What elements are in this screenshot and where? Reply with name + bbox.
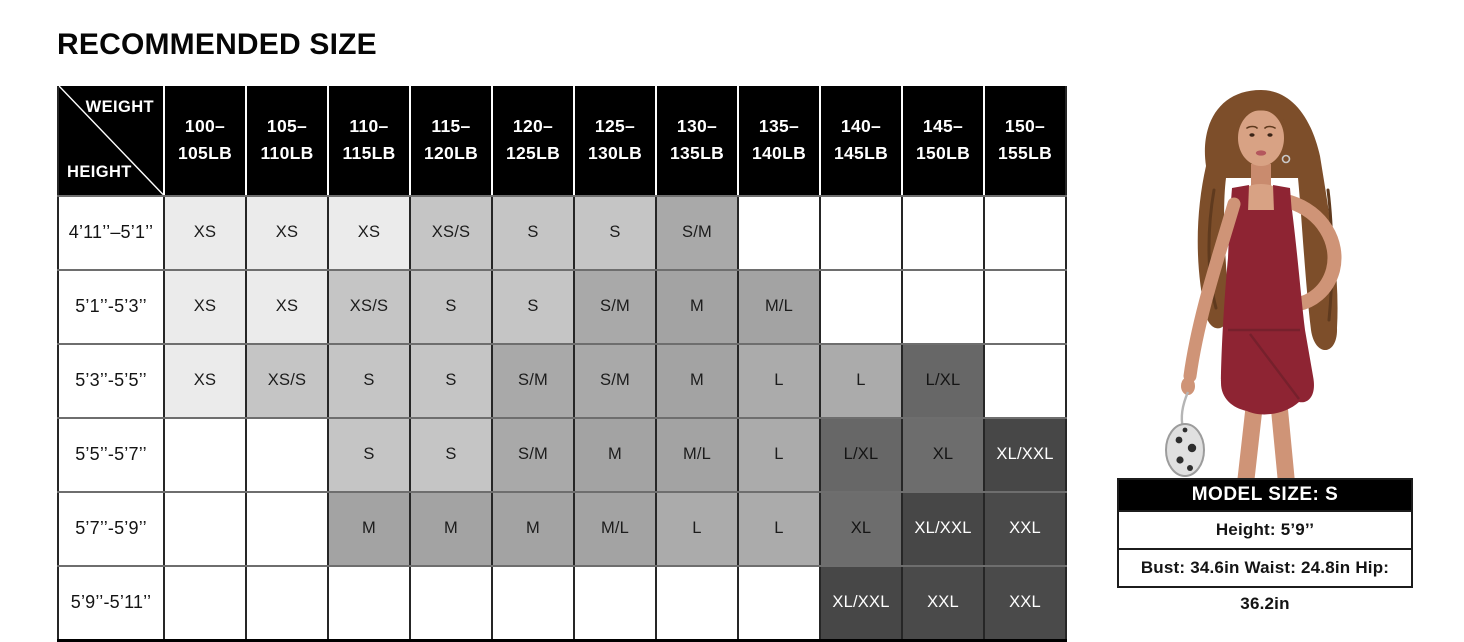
size-cell-empty [984, 196, 1066, 270]
height-range-label: 5’9’’-5’11’’ [58, 566, 164, 641]
weight-column-header: 150– 155LB [984, 86, 1066, 196]
table-row [58, 196, 1066, 270]
weight-column-header: 110– 115LB [328, 86, 410, 196]
size-cell-empty [246, 492, 328, 566]
model-height-row: Height: 5’9’’ [1119, 510, 1411, 548]
dress [1221, 210, 1314, 414]
size-cell: L [738, 492, 820, 566]
size-cell: XXL [984, 566, 1066, 641]
size-cell: M [410, 492, 492, 566]
size-cell-empty [246, 566, 328, 641]
size-cell-empty [164, 566, 246, 641]
size-cell: XS [328, 196, 410, 270]
weight-column-header: 105– 110LB [246, 86, 328, 196]
size-cell-empty [820, 196, 902, 270]
size-cell-empty [984, 270, 1066, 344]
size-cell-empty [656, 566, 738, 641]
size-cell: L/XL [902, 344, 984, 418]
size-cell: M/L [738, 270, 820, 344]
size-cell: L [738, 344, 820, 418]
table-row [58, 566, 1066, 641]
height-axis-label: HEIGHT [67, 162, 132, 181]
size-cell: S/M [656, 196, 738, 270]
model-legs [1245, 408, 1254, 488]
size-cell: S [410, 418, 492, 492]
size-cell-empty [246, 418, 328, 492]
weight-column-header: 135– 140LB [738, 86, 820, 196]
height-range-label: 5’5’’-5’7’’ [58, 418, 164, 492]
weight-column-header: 120– 125LB [492, 86, 574, 196]
size-chart-table [57, 86, 1067, 642]
size-cell: XL [902, 418, 984, 492]
page-title: RECOMMENDED SIZE [57, 28, 377, 61]
model-measurements-row: Bust: 34.6in Waist: 24.8in Hip: 36.2in [1119, 548, 1411, 586]
size-cell: XS [164, 344, 246, 418]
weight-header-row [58, 86, 1066, 196]
size-cell: XS [246, 270, 328, 344]
size-cell-empty [492, 566, 574, 641]
height-range-label: 5’1’’-5’3’’ [58, 270, 164, 344]
size-cell-empty [738, 196, 820, 270]
size-cell-empty [164, 492, 246, 566]
size-cell: XS/S [328, 270, 410, 344]
weight-column-header: 140– 145LB [820, 86, 902, 196]
size-cell: S/M [492, 344, 574, 418]
size-cell: XL/XXL [820, 566, 902, 641]
size-cell: S [410, 344, 492, 418]
size-cell: M [574, 418, 656, 492]
weight-column-header: 100– 105LB [164, 86, 246, 196]
weight-column-header: 130– 135LB [656, 86, 738, 196]
size-cell-empty [902, 196, 984, 270]
size-cell: S [492, 196, 574, 270]
weight-column-header: 125– 130LB [574, 86, 656, 196]
model-info-box [1117, 478, 1413, 613]
size-cell-empty [820, 270, 902, 344]
size-cell-empty [410, 566, 492, 641]
size-cell: XL [820, 492, 902, 566]
height-range-label: 5’7’’-5’9’’ [58, 492, 164, 566]
corner-header-cell [58, 86, 164, 196]
size-cell: M [656, 270, 738, 344]
size-cell: XL/XXL [984, 418, 1066, 492]
size-cell: L [656, 492, 738, 566]
size-cell: XL/XXL [902, 492, 984, 566]
size-cell-empty [738, 566, 820, 641]
size-cell: S/M [574, 344, 656, 418]
size-cell-empty [574, 566, 656, 641]
size-cell: M [492, 492, 574, 566]
size-cell: M [328, 492, 410, 566]
size-cell: XS [164, 270, 246, 344]
size-cell: XS/S [410, 196, 492, 270]
size-cell: S [410, 270, 492, 344]
size-cell: L [820, 344, 902, 418]
size-cell: L [738, 418, 820, 492]
size-cell: XXL [902, 566, 984, 641]
size-cell-empty [984, 344, 1066, 418]
model-size-header: MODEL SIZE: S [1119, 480, 1411, 510]
table-row [58, 270, 1066, 344]
size-cell-empty [902, 270, 984, 344]
size-cell-empty [328, 566, 410, 641]
weight-column-header: 145– 150LB [902, 86, 984, 196]
size-cell: S/M [574, 270, 656, 344]
size-cell: XS [164, 196, 246, 270]
weight-axis-label: WEIGHT [85, 98, 154, 116]
face [1238, 110, 1284, 166]
size-cell: S/M [492, 418, 574, 492]
size-cell-empty [164, 418, 246, 492]
table-row [58, 344, 1066, 418]
size-cell: S [328, 344, 410, 418]
weight-column-header: 115– 120LB [410, 86, 492, 196]
model-photo [1148, 78, 1448, 488]
size-cell: XXL [984, 492, 1066, 566]
size-cell: M [656, 344, 738, 418]
dress-strap [1273, 185, 1292, 214]
height-range-label: 4’11’’–5’1’’ [58, 196, 164, 270]
size-cell: M/L [574, 492, 656, 566]
size-cell: S [574, 196, 656, 270]
size-cell: XS [246, 196, 328, 270]
size-cell: S [328, 418, 410, 492]
size-cell: S [492, 270, 574, 344]
size-cell: M/L [656, 418, 738, 492]
table-row [58, 418, 1066, 492]
table-row [58, 492, 1066, 566]
size-cell: L/XL [820, 418, 902, 492]
size-cell: XS/S [246, 344, 328, 418]
height-range-label: 5’3’’-5’5’’ [58, 344, 164, 418]
